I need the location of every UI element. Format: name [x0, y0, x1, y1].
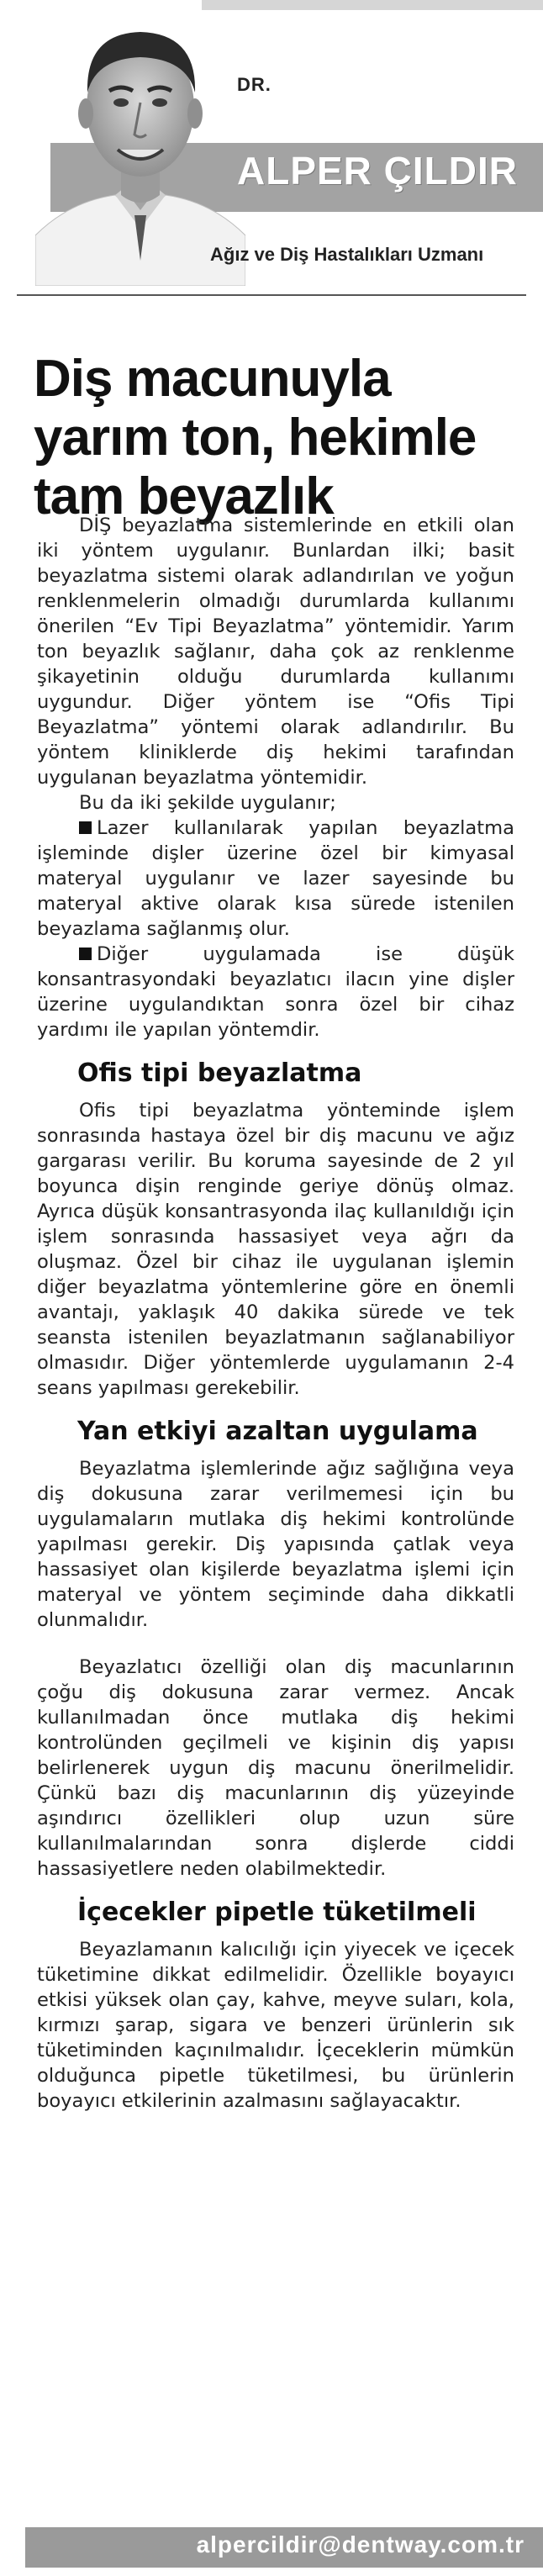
- author-title: Ağız ve Diş Hastalıkları Uzmanı: [210, 244, 484, 265]
- article-headline: Diş macunuyla yarım ton, hekimle tam beyazlık: [34, 349, 477, 525]
- section-paragraph: Beyazlamanın kalıcılığı için yiyecek ve içecek tüketimine dikkat edilmelidir. Özellikle boyayıcı etkisi yüksek olan çay, kahve, meyve suları, kola, kırmızı şarap, sigara ve benzeri ürünlerin sık tüketiminden kaçınılmalıdır. İçeceklerin mümkün olduğunca pipetle tüketilmesi, bu ürünlerin boyayıcı etkilerinin azalmasını sağlayacaktır.: [37, 1939, 514, 2112]
- section-paragraph: Ofis tipi beyazlatma yönteminde işlem sonrasında hastaya özel bir diş macunu ve ağız gargarası verilir. Bu koruma sayesinde de 2 yıl boyunca dişin renginde geriye dönüş olmaz. Ayrıca düşük konsantrasyonda ilaç kullanıldığı için işlem sonrasında hassasiyet veya ağrı da oluşmaz. Özel bir cihaz ile uygulanan işlemin diğer beyazlatma yöntemlerine göre en önemli avantajı, yaklaşık 40 dakika sürede ve tek seansta istenilen beyazlatmanın sağlanabiliyor olmasıdır. Diğer yöntemlerde uygulamanın 2-4 seans yapılması gerekebilir.: [37, 1100, 514, 1399]
- intro-paragraph-2: Bu da iki şekilde uygulanır;: [79, 792, 336, 814]
- article-body: [37, 513, 514, 2114]
- bullet-item-laser: [37, 816, 514, 942]
- bullet-square-icon: [79, 821, 92, 834]
- section-heading-office-whitening: Ofis tipi beyazlatma: [77, 1058, 362, 1088]
- author-email-link[interactable]: alpercildir@dentway.com.tr: [196, 2531, 525, 2558]
- bullet-text: Diğer uygulamada ise düşük konsantrasyondaki beyazlatıcı ilacın yine dişler üzerine uygulandıktan sonra özel bir cihaz yardımı ile yapılan yöntemdir.: [37, 943, 514, 1041]
- section-heading-side-effects: Yan etkiyi azaltan uygulama: [77, 1417, 478, 1446]
- section-paragraph: Beyazlatma işlemlerinde ağız sağlığına veya diş dokusuna zarar verilmemesi için bu uygulamaların mutlaka diş hekimi kontrolünde yapılması gerekir. Diş yapısında çatlak veya hassasiyet olan kişilerde beyazlatma işlemi için materyal ve yöntem seçiminde daha dikkatli olunmalıdır.: [37, 1458, 514, 1631]
- author-name: ALPER ÇILDIR: [237, 149, 518, 193]
- footer-bar: [25, 2527, 543, 2568]
- header-divider: [17, 294, 526, 296]
- section-heading-straw: İçecekler pipetle tüketilmeli: [77, 1898, 477, 1927]
- section-paragraph: Beyazlatıcı özelliği olan diş macunlarının çoğu diş dokusuna zarar vermez. Ancak kullanılmadan önce mutlaka diş hekimi kontrolünden geçilmeli ve kişinin diş yapısı belirlenerek uygun diş macunu önerilmelidir. Çünkü bazı diş macunlarının diş yüzeyinde aşındırıcı özellikleri olup uzun süre kullanılmalarından sonra dişlerde ciddi hassasiyetlere neden olabilmektedir.: [37, 1656, 514, 1880]
- header-top-strip: [202, 0, 543, 10]
- column-header: [0, 0, 543, 303]
- bullet-text: Lazer kullanılarak yapılan beyazlatma işleminde dişler üzerine özel bir kimyasal materyal uygulanır ve lazer sayesinde bu materyal aktive olarak kısa sürede istenilen beyazlama sağlanmış olur.: [37, 817, 514, 940]
- bullet-item-device: [37, 942, 514, 1043]
- intro-paragraph: DİŞ beyazlatma sistemlerinde en etkili olan iki yöntem uygulanır. Bunlardan ilki; basit beyazlatma sistemi olarak adlandırılan ve yoğun renklenmelerin olmadığı durumlarda kullanımı önerilen “Ev Tipi Beyazlatma” yöntemidir. Yarım ton beyazlık sağlanır, daha çok az renklenme şikayetinin olduğu durumlarda kullanımı uygundur. Diğer yöntem ise “Ofis Tipi Beyazlatma” yöntemi olarak adlandırılır. Bu yöntem kliniklerde diş hekimi tarafından uygulanan beyazlatma yöntemidir.: [37, 515, 514, 789]
- bullet-square-icon: [79, 948, 92, 960]
- author-prefix: DR.: [237, 74, 272, 95]
